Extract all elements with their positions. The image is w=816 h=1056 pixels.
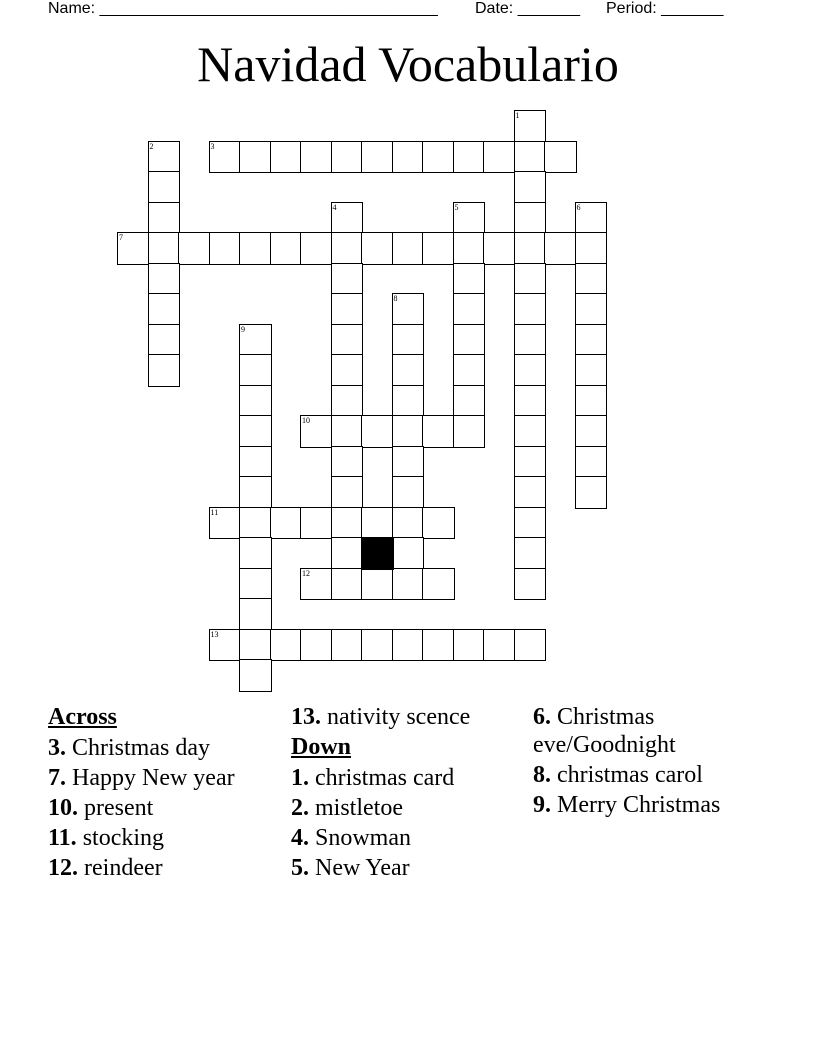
grid-cell[interactable] — [300, 629, 333, 662]
grid-cell[interactable] — [117, 232, 150, 265]
clue-number: 2. — [291, 795, 309, 821]
grid-cell[interactable] — [300, 232, 333, 265]
grid-cell[interactable] — [514, 232, 547, 265]
clue-text: christmas carol — [557, 762, 703, 788]
clue-number: 3. — [48, 735, 66, 761]
grid-cell[interactable] — [422, 415, 455, 448]
clue-text: mistletoe — [315, 795, 403, 821]
clue-number: 6. — [533, 704, 551, 730]
grid-cell[interactable] — [392, 385, 425, 418]
grid-cell[interactable] — [300, 568, 333, 601]
grid-cell[interactable] — [514, 568, 547, 601]
grid-cell[interactable] — [331, 476, 364, 509]
across-clue-7 — [48, 764, 278, 792]
grid-cell[interactable] — [331, 202, 364, 235]
period-field[interactable]: Period: _______ — [606, 0, 724, 17]
grid-cell[interactable] — [575, 232, 608, 265]
grid-cell[interactable] — [575, 324, 608, 357]
down-clue-1 — [291, 764, 521, 792]
grid-cell[interactable] — [239, 354, 272, 387]
grid-cell[interactable] — [575, 476, 608, 509]
grid-cell[interactable] — [575, 202, 608, 235]
clue-text: stocking — [82, 825, 165, 851]
page-title: Navidad Vocabulario — [197, 36, 619, 92]
grid-cell[interactable] — [331, 537, 364, 570]
down-clue-8 — [533, 761, 763, 789]
grid-cell[interactable] — [239, 324, 272, 357]
grid-cell[interactable] — [392, 354, 425, 387]
grid-cell[interactable] — [453, 293, 486, 326]
grid-cell[interactable] — [361, 629, 394, 662]
clues-column-3 — [533, 703, 763, 821]
grid-cell[interactable] — [239, 629, 272, 662]
cell-number: 10 — [302, 416, 310, 425]
grid-cell[interactable] — [270, 507, 303, 540]
black-cell — [361, 537, 394, 570]
clue-number: 5. — [291, 855, 309, 881]
grid-cell[interactable] — [514, 476, 547, 509]
down-clue-6 — [533, 703, 763, 759]
grid-cell[interactable] — [361, 507, 394, 540]
grid-cell[interactable] — [270, 232, 303, 265]
grid-cell[interactable] — [300, 507, 333, 540]
cell-number: 1 — [515, 111, 520, 120]
grid-cell[interactable] — [361, 232, 394, 265]
name-field[interactable]: Name: ______________________________________ — [48, 0, 438, 17]
grid-cell[interactable] — [331, 232, 364, 265]
across-clue-12 — [48, 854, 278, 882]
grid-cell[interactable] — [575, 415, 608, 448]
grid-cell[interactable] — [392, 507, 425, 540]
cell-number: 4 — [332, 202, 337, 212]
grid-cell[interactable] — [331, 629, 364, 662]
cell-number: 7 — [119, 233, 123, 242]
across-clue-13 — [291, 703, 521, 731]
down-heading: Down — [291, 734, 352, 760]
date-field[interactable]: Date: _______ — [475, 0, 580, 17]
grid-cell[interactable] — [239, 537, 272, 570]
grid-cell[interactable] — [361, 415, 394, 448]
grid-cell[interactable] — [148, 354, 181, 387]
across-clue-11 — [48, 824, 278, 852]
grid-cell[interactable] — [361, 568, 394, 601]
grid-cell[interactable] — [331, 293, 364, 326]
clue-number: 7. — [48, 765, 66, 791]
clue-text: Snowman — [315, 825, 411, 851]
cell-number: 9 — [241, 324, 245, 334]
grid-cell[interactable] — [178, 232, 211, 265]
clue-text: Christmas day — [72, 735, 210, 761]
grid-cell[interactable] — [514, 110, 547, 143]
grid-cell[interactable] — [514, 507, 547, 540]
grid-cell[interactable] — [331, 446, 364, 479]
grid-cell[interactable] — [544, 141, 577, 174]
across-clue-3 — [48, 734, 278, 762]
down-clue-4 — [291, 824, 521, 852]
grid-cell[interactable] — [514, 385, 547, 418]
down-clue-9 — [533, 791, 763, 819]
cell-number: 3 — [210, 141, 215, 151]
grid-cell[interactable] — [453, 629, 486, 662]
clue-number: 9. — [533, 792, 551, 818]
clue-number: 13. — [291, 704, 321, 730]
clue-text: nativity scence — [327, 704, 471, 730]
clue-number: 1. — [291, 765, 309, 791]
grid-cell[interactable] — [483, 141, 516, 174]
grid-cell[interactable] — [422, 629, 455, 662]
grid-cell[interactable] — [209, 507, 242, 540]
grid-cell[interactable] — [270, 629, 303, 662]
grid-cell[interactable] — [422, 232, 455, 265]
grid-cell[interactable] — [209, 141, 242, 174]
grid-cell[interactable] — [239, 385, 272, 418]
clues-section — [48, 703, 768, 943]
grid-cell[interactable] — [331, 141, 364, 174]
grid-cell[interactable] — [331, 354, 364, 387]
grid-cell[interactable] — [392, 141, 425, 174]
down-clue-5 — [291, 854, 521, 882]
grid-cell[interactable] — [331, 415, 364, 448]
grid-cell[interactable] — [392, 293, 425, 326]
grid-cell[interactable] — [453, 415, 486, 448]
clue-text: christmas card — [315, 765, 455, 791]
grid-cell[interactable] — [239, 507, 272, 540]
clue-text: Merry Christmas — [557, 792, 721, 818]
clue-text: New Year — [315, 855, 410, 881]
grid-cell[interactable] — [514, 446, 547, 479]
grid-cell[interactable] — [148, 263, 181, 296]
grid-cell[interactable] — [209, 232, 242, 265]
cell-number: 8 — [393, 294, 398, 303]
grid-cell[interactable] — [453, 324, 486, 357]
cell-number: 11 — [210, 507, 219, 517]
grid-cell[interactable] — [453, 263, 486, 296]
grid-cell[interactable] — [422, 507, 455, 540]
grid-cell[interactable] — [575, 385, 608, 418]
grid-cell[interactable] — [331, 568, 364, 601]
grid-cell[interactable] — [453, 202, 486, 235]
down-clue-2 — [291, 794, 521, 822]
grid-cell[interactable] — [514, 141, 547, 174]
grid-cell[interactable] — [300, 141, 333, 174]
clue-text: Happy New year — [72, 765, 235, 791]
grid-cell[interactable] — [453, 385, 486, 418]
grid-cell[interactable] — [392, 446, 425, 479]
grid-cell[interactable] — [514, 537, 547, 570]
grid-cell[interactable] — [239, 232, 272, 265]
grid-cell[interactable] — [514, 629, 547, 662]
cell-number: 5 — [454, 202, 459, 212]
grid-cell[interactable] — [392, 324, 425, 357]
clue-text: reindeer — [84, 855, 163, 881]
grid-cell[interactable] — [514, 263, 547, 296]
grid-cell[interactable] — [483, 232, 516, 265]
grid-cell[interactable] — [422, 568, 455, 601]
grid-cell[interactable] — [453, 141, 486, 174]
clue-number: 4. — [291, 825, 309, 851]
grid-cell[interactable] — [575, 293, 608, 326]
grid-cell[interactable] — [148, 141, 181, 174]
grid-cell[interactable] — [270, 141, 303, 174]
grid-cell[interactable] — [239, 476, 272, 509]
cell-number: 6 — [576, 202, 581, 212]
grid-cell[interactable] — [575, 446, 608, 479]
grid-cell[interactable] — [392, 568, 425, 601]
cell-number: 12 — [302, 568, 310, 578]
grid-cell[interactable] — [514, 202, 547, 235]
across-heading: Across — [48, 704, 117, 730]
grid-cell[interactable] — [148, 171, 181, 204]
grid-cell[interactable] — [392, 232, 425, 265]
grid-cell[interactable] — [514, 324, 547, 357]
grid-cell[interactable] — [148, 232, 181, 265]
clues-column-1 — [48, 703, 278, 884]
clue-number: 11. — [48, 825, 77, 851]
grid-cell[interactable] — [361, 141, 394, 174]
grid-cell[interactable] — [453, 354, 486, 387]
grid-cell[interactable] — [148, 202, 181, 235]
grid-cell[interactable] — [300, 415, 333, 448]
grid-cell[interactable] — [514, 415, 547, 448]
grid-cell[interactable] — [239, 598, 272, 631]
clue-number: 8. — [533, 762, 551, 788]
grid-cell[interactable] — [239, 415, 272, 448]
grid-cell[interactable] — [392, 537, 425, 570]
grid-cell[interactable] — [483, 629, 516, 662]
grid-cell[interactable] — [239, 446, 272, 479]
cell-number: 2 — [149, 141, 154, 151]
grid-cell[interactable] — [575, 354, 608, 387]
grid-cell[interactable] — [392, 415, 425, 448]
grid-cell[interactable] — [544, 232, 577, 265]
grid-cell[interactable] — [331, 507, 364, 540]
grid-cell[interactable] — [575, 263, 608, 296]
grid-cell[interactable] — [331, 263, 364, 296]
grid-cell[interactable] — [239, 659, 272, 692]
grid-cell[interactable] — [514, 354, 547, 387]
grid-cell[interactable] — [331, 324, 364, 357]
across-clue-10 — [48, 794, 278, 822]
clue-number: 10. — [48, 795, 78, 821]
grid-cell[interactable] — [148, 293, 181, 326]
grid-cell[interactable] — [239, 568, 272, 601]
clues-column-2 — [291, 703, 521, 884]
cell-number: 13 — [210, 629, 219, 639]
grid-cell[interactable] — [453, 232, 486, 265]
grid-cell[interactable] — [392, 629, 425, 662]
clue-number: 12. — [48, 855, 78, 881]
grid-cell[interactable] — [148, 324, 181, 357]
grid-cell[interactable] — [239, 141, 272, 174]
grid-cell[interactable] — [209, 629, 242, 662]
clue-text: Christmas eve/Goodnight — [533, 704, 676, 758]
grid-cell[interactable] — [514, 293, 547, 326]
grid-cell[interactable] — [392, 476, 425, 509]
grid-cell[interactable] — [331, 385, 364, 418]
clue-text: present — [84, 795, 154, 821]
grid-cell[interactable] — [422, 141, 455, 174]
grid-cell[interactable] — [514, 171, 547, 204]
